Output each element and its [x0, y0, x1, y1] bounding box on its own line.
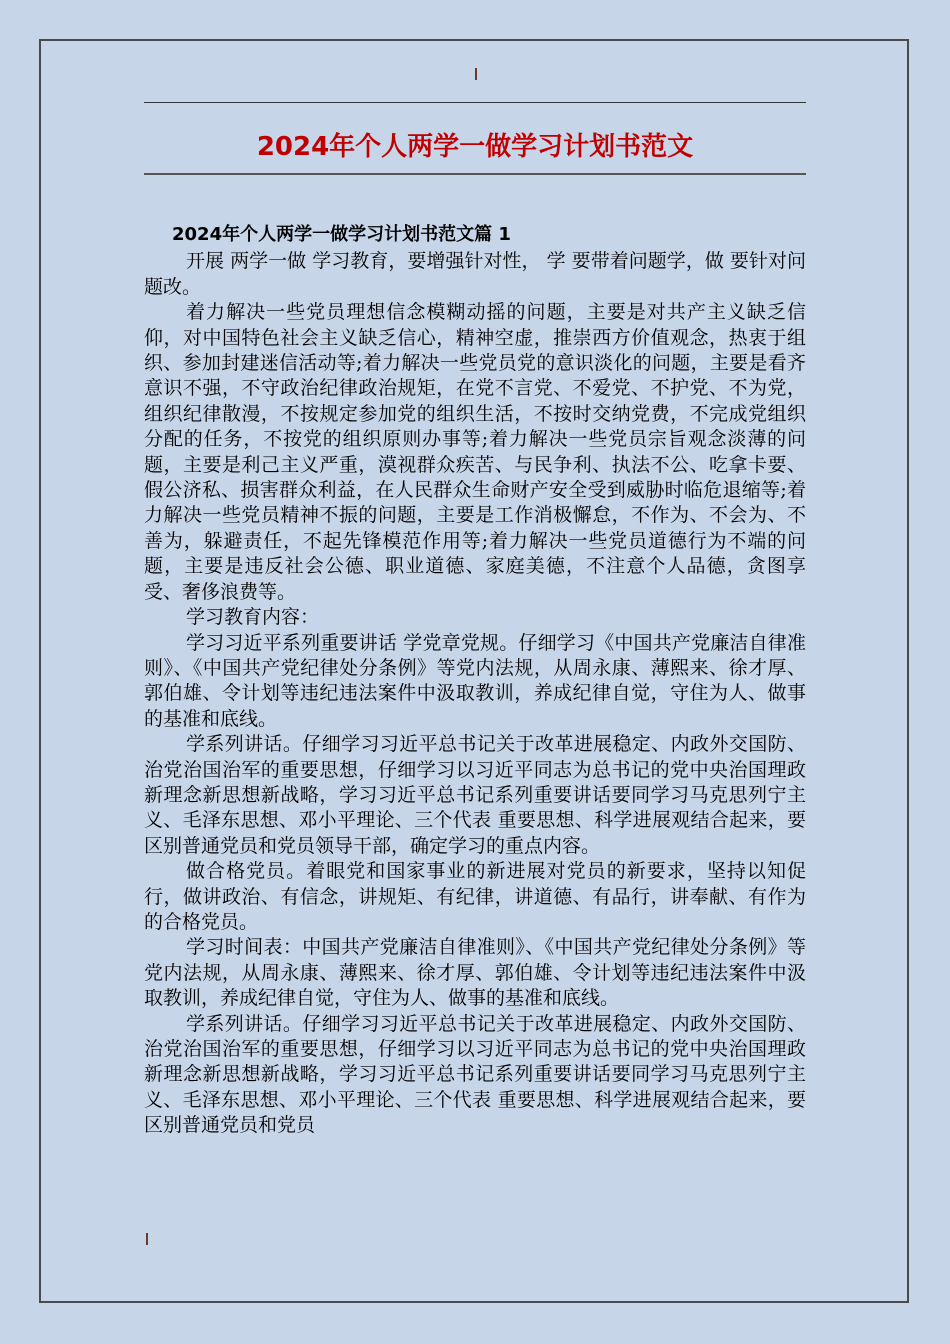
header-rule — [144, 102, 806, 103]
title-rule — [144, 173, 806, 175]
paragraph: 着力解决一些党员理想信念模糊动摇的问题，主要是对共产主义缺乏信仰，对中国特色社会主义缺乏信心，精神空虚，推崇西方价值观念，热衷于组织、参加封建迷信活动等;着力解决一些党员党的意识淡化的问题，主要是看齐意识不强，不守政治纪律政治规矩，在党不言党、不爱党、不护党、不为党，组织纪律散漫，不按规定参加党的组织生活，不按时交纳党费，不完成党组织分配的任务，不按党的组织原则办事等;着力解决一些党员宗旨观念淡薄的问题，主要是利己主义严重，漠视群众疾苦、与民争利、执法不公、吃拿卡要、假公济私、损害群众利益，在人民群众生命财产安全受到威胁时临危退缩等;着力解决一些党员精神不振的问题，主要是工作消极懈怠，不作为、不会为、不善为，躲避责任，不起先锋模范作用等;着力解决一些党员道德行为不端的问题，主要是违反社会公德、职业道德、家庭美德，不注意个人品德，贪图享受、奢侈浪费等。 — [144, 301, 806, 603]
paragraph: 做合格党员。着眼党和国家事业的新进展对党员的新要求，坚持以知促行，做讲政治、有信念，讲规矩、有纪律，讲道德、有品行，讲奉献、有作为的合格党员。 — [144, 860, 806, 933]
header-mark — [475, 68, 477, 80]
document-title: 2024年个人两学一做学习计划书范文 — [256, 132, 694, 162]
paragraph: 开展 两学一做 学习教育，要增强针对性， 学 要带着问题学，做 要针对问题改。 — [144, 250, 806, 298]
paragraph: 学习教育内容： — [186, 606, 320, 629]
paragraph: 学系列讲话。仔细学习习近平总书记关于改革进展稳定、内政外交国防、治党治国治军的重要思想，仔细学习以习近平同志为总书记的党中央治国理政新理念新思想新战略，学习习近平总书记系列重要讲话要同学习马克思列宁主义、毛泽东思想、邓小平理论、三个代表 重要思想、科学进展观结合起来，要区别普通党员和党员领导干部，确定学习的重点内容。 — [144, 733, 806, 857]
document-body — [144, 222, 806, 1139]
paragraph: 学习时间表：中国共产党廉洁自律准则》、《中国共产党纪律处分条例》等党内法规，从周永康、薄熙来、徐才厚、郭伯雄、令计划等违纪违法案件中汲取教训，养成纪律自觉，守住为人、做事的基准和底线。 — [144, 936, 806, 1010]
paragraph: 学习习近平系列重要讲话 学党章党规。仔细学习《中国共产党廉洁自律准则》、《中国共产党纪律处分条例》等党内法规，从周永康、薄熙来、徐才厚、郭伯雄、令计划等违纪违法案件中汲取教训，养成纪律自觉，守住为人、做事的基准和底线。 — [144, 631, 806, 730]
section-heading: 2024年个人两学一做学习计划书范文篇 1 — [172, 224, 511, 245]
footer-mark — [146, 1233, 148, 1245]
paragraph: 学系列讲话。仔细学习习近平总书记关于改革进展稳定、内政外交国防、治党治国治军的重要思想，仔细学习以习近平同志为总书记的党中央治国理政新理念新思想新战略，学习习近平总书记系列重要讲话要同学习马克思列宁主义、毛泽东思想、邓小平理论、三个代表 重要思想、科学进展观结合起来，要区别普通党员和党员 — [144, 1012, 806, 1137]
